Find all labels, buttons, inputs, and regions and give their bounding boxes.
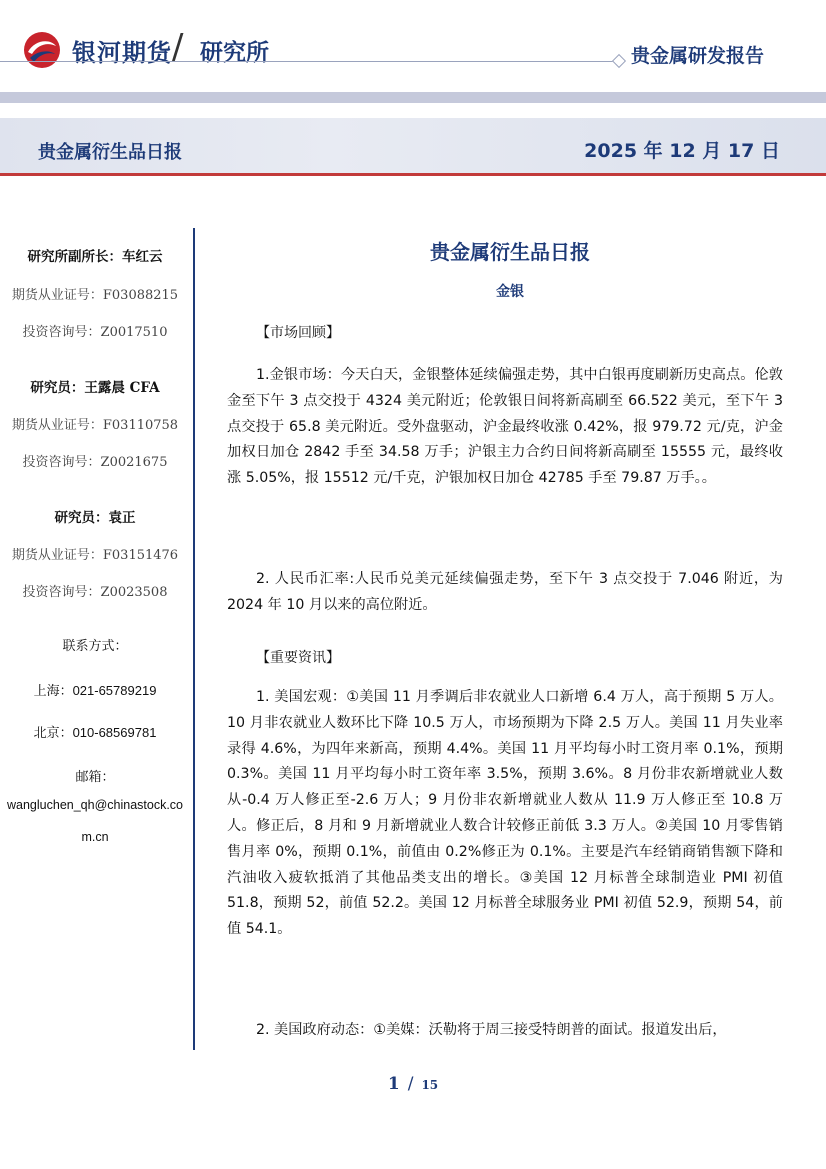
section-market-review: 【市场回顾】 [256,325,340,341]
analyst1-license: 期货从业证号：F03088215 [11,288,179,303]
analyst3-consult: 投资咨询号：Z0023508 [22,585,168,600]
page-number [0,1074,826,1094]
analyst2-license: 期货从业证号：F03110758 [11,418,179,433]
page-separator: / [407,1074,414,1094]
main-subtitle: 金银 [496,284,524,300]
current-page: 1 [387,1074,400,1094]
department-name: 研究所 [200,40,269,66]
beijing-phone: 北京：010-68569781 [33,725,157,740]
header-rule [0,61,622,62]
header-diamond-icon [612,54,626,68]
logo-divider: / [172,27,184,67]
paragraph-us-macro: 1. 美国宏观：①美国 11 月季调后非农就业人口新增 6.4 万人，高于预期 5 万人。10 月非农就业人数环比下降 10.5 万人，市场预期为下降 2.5 万人。美国 11 月失业率录得 4.6%，为四年来新高，预期 4.4%。美国 11 月平均每小时工资月率 0.1%，预期 0.3%。美国 11 月平均每小时工资年率 3.5%，预期 3.6%。8 月份非农新增就业人数从-0.4 万人修正至-2.6 万人；9 月份非农新增就业人数从 11.9 万人修正至 10.8 万人。修正后，8 月和 9 月新增就业人数合计较修正前低 3.3 万人。②美国 10 月零售销售月率 0%，预期 0.1%，前值由 0.2%修正为 0.1%。主要是汽车经销商销售额下降和汽油收入疲软抵消了其他品类支出的增长。③美国 12 月标普全球制造业 PMI 初值 51.8，预期 52，前值 52.2。美国 12 月标普全球服务业 PMI 初值 52.9，预期 54，前值 54.1。 [227,689,783,938]
main-title: 贵金属衍生品日报 [430,240,590,264]
analyst3-name: 研究员：袁正 [54,510,136,526]
paragraph-us-government: 2. 美国政府动态：①美媒：沃勒将于周三接受特朗普的面试。报道发出后， [256,1022,727,1038]
email-address-line2[interactable]: m.cn [81,830,109,844]
analyst2-consult: 投资咨询号：Z0021675 [22,455,168,470]
galaxy-futures-logo-icon [22,30,62,70]
email-label: 邮箱： [75,769,115,784]
report-type: 贵金属研发报告 [630,45,764,67]
paragraph-metals-market: 1.金银市场：今天白天，金银整体延续偏强走势，其中白银再度刷新历史高点。伦敦金至下午 3 点交投于 4324 美元附近；伦敦银日间将新高刷至 66.522 美元，至下午 3 点交投于 65.8 美元附近。受外盘驱动，沪金最终收涨 0.42%，报 979.72 元/克，沪金加权日加仓 2842 手至 34.58 万手；沪银主力合约日间将新高刷至 15555 元，最终收涨 5.05%，报 15512 元/千克，沪银加权日加仓 42785 手至 79.87 万手。。 [227,367,783,487]
sidebar-divider [193,228,195,1050]
total-pages: 15 [421,1078,439,1092]
report-title: 贵金属衍生品日报 [38,142,182,163]
shanghai-phone: 上海：021-65789219 [33,683,157,698]
title-bar-accent [0,173,826,176]
email-address-line1[interactable]: wangluchen_qh@chinastock.co [7,798,183,812]
header-band [0,92,826,103]
analyst1-consult: 投资咨询号：Z0017510 [22,325,168,340]
report-date: 2025 年 12 月 17 日 [584,140,780,162]
analyst3-license: 期货从业证号：F03151476 [11,548,179,563]
analyst2-name: 研究员：王露晨 CFA [30,380,160,396]
analyst1-name: 研究所副所长：车红云 [27,249,163,265]
paragraph-rmb-rate: 2. 人民币汇率:人民币兑美元延续偏强走势，至下午 3 点交投于 7.046 附近，为 2024 年 10 月以来的高位附近。 [227,571,783,613]
section-key-news: 【重要资讯】 [256,650,340,666]
contact-label: 联系方式： [62,638,128,653]
company-name: 银河期货 [72,39,172,67]
